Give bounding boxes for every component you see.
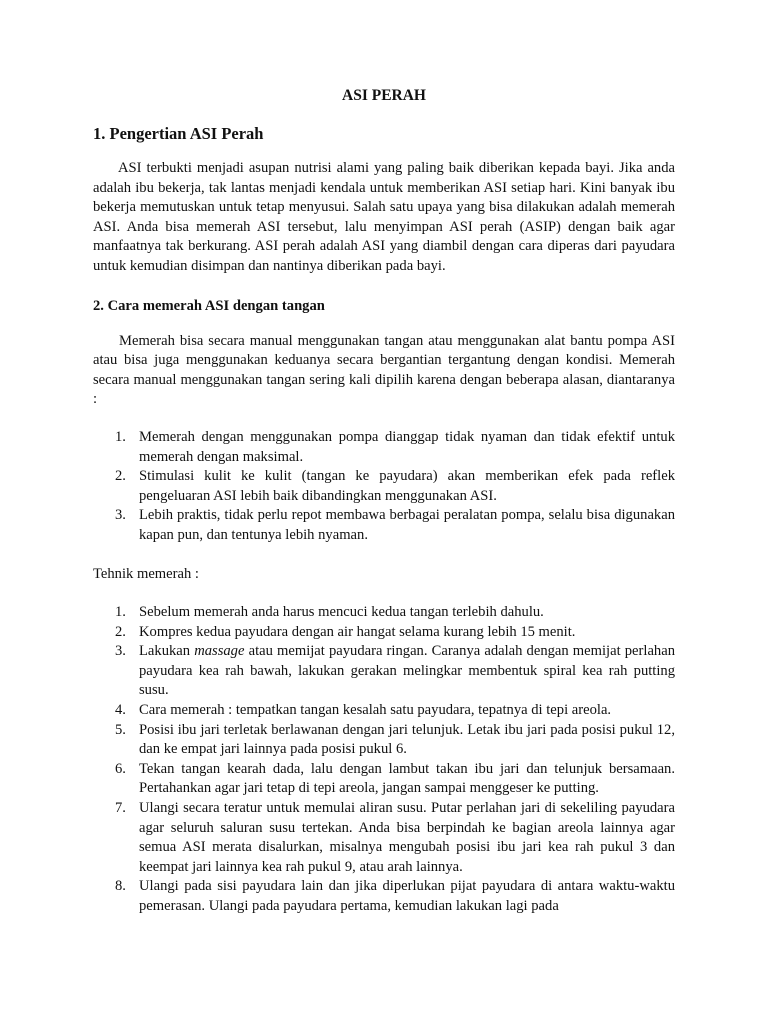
list-number: 6. <box>115 760 126 777</box>
list-item <box>93 467 675 506</box>
steps-list <box>93 603 675 917</box>
list-item <box>93 506 675 545</box>
list-item-text: Tekan tangan kearah dada, lalu dengan lambut takan ibu jari dan telunjuk bersamaan. Pertahankan agar jari tetap di tepi areola, jangan sampai menggeser ke putting. <box>139 760 675 797</box>
list-item-text: Kompres kedua payudara dengan air hangat selama kurang lebih 15 menit. <box>139 623 576 640</box>
list-number: 1. <box>115 604 126 621</box>
list-item-text: Ulangi pada sisi payudara lain dan jika diperlukan pijat payudara di antara waktu-waktu pemerasan. Ulangi pada payudara pertama, kemudian lakukan lagi pada <box>139 878 675 914</box>
reasons-list <box>93 428 675 546</box>
list-item <box>93 799 675 877</box>
document-page <box>93 86 675 936</box>
list-item-text: Memerah dengan menggunakan pompa dianggap tidak nyaman dan tidak efektif untuk memerah dengan maksimal. <box>139 428 675 465</box>
list-item-text: Cara memerah : tempatkan tangan kesalah satu payudara, tepatnya di tepi areola. <box>139 702 612 719</box>
list-item-text: Stimulasi kulit ke kulit (tangan ke payudara) akan memberikan efek pada reflek pengeluaran ASI lebih baik dibandingkan menggunakan ASI. <box>139 468 675 504</box>
technique-label: Tehnik memerah : <box>93 565 199 582</box>
list-number: 4. <box>115 702 126 719</box>
list-item-text: Ulangi secara teratur untuk memulai aliran susu. Putar perlahan jari di sekeliling payudara agar seluruh saluran susu tertekan. Anda bisa berpindah ke bagian areola lainnya agar semua ASI merata disalurkan, misalnya mengubah posisi ibu jari kea rah pukul 3 dan keempat jari lainnya kea rah pukul 9, atau arah lainnya. <box>139 800 675 875</box>
section1-heading: 1. Pengertian ASI Perah <box>93 124 264 143</box>
list-number: 5. <box>115 721 126 738</box>
list-number: 3. <box>115 643 126 660</box>
list-item <box>93 603 675 623</box>
list-number: 3. <box>115 507 126 524</box>
list-number: 7. <box>115 800 126 817</box>
list-number: 2. <box>115 468 126 485</box>
list-item-text-italic: massage <box>194 643 245 660</box>
list-item-text: Posisi ibu jari terletak berlawanan dengan jari telunjuk. Letak ibu jari pada posisi pukul 12, dan ke empat jari lainnya pada posisi pukul 6. <box>139 721 675 758</box>
section2-paragraph: Memerah bisa secara manual menggunakan tangan atau menggunakan alat bantu pompa ASI atau bisa juga menggunakan keduanya secara bergantian tergantung dengan kondisi. Memerah secara manual menggunakan tangan sering kali dipilih karena dengan beberapa alasan, diantaranya : <box>93 332 675 408</box>
list-item-text-post: atau memijat payudara ringan. Caranya adalah dengan memijat perlahan payudara kea rah bawah, lakukan gerakan melingkar membentuk spiral kea rah putting susu. <box>139 643 675 699</box>
list-item <box>93 721 675 760</box>
list-number: 8. <box>115 878 126 895</box>
section2-heading: 2. Cara memerah ASI dengan tangan <box>93 297 325 314</box>
document-title: ASI PERAH <box>342 87 426 104</box>
list-item <box>93 428 675 467</box>
list-number: 2. <box>115 623 126 640</box>
list-item <box>93 760 675 799</box>
section1-paragraph: ASI terbukti menjadi asupan nutrisi alami yang paling baik diberikan kepada bayi. Jika anda adalah ibu bekerja, tak lantas menjadi kendala untuk memberikan ASI setiap hari. Kini banyak ibu bekerja memutuskan untuk tetap menyusui. Salah satu upaya yang bisa dilakukan adalah memerah ASI. Anda bisa memerah ASI tersebut, lalu menyimpan ASI perah (ASIP) dengan baik agar manfaatnya tak berkurang. ASI perah adalah ASI yang diambil dengan cara diperas dari payudara untuk kemudian disimpan dan nantinya diberikan pada bayi. <box>93 160 675 274</box>
list-number: 1. <box>115 428 126 445</box>
list-item <box>93 877 675 916</box>
list-item-text: Lebih praktis, tidak perlu repot membawa berbagai peralatan pompa, selalu bisa digunakan kapan pun, dan tentunya lebih nyaman. <box>139 507 675 543</box>
list-item-text: Sebelum memerah anda harus mencuci kedua tangan terlebih dahulu. <box>139 604 544 621</box>
list-item <box>93 701 675 721</box>
list-item <box>93 623 675 643</box>
list-item-text-pre: Lakukan <box>139 643 195 660</box>
list-item <box>93 642 675 701</box>
